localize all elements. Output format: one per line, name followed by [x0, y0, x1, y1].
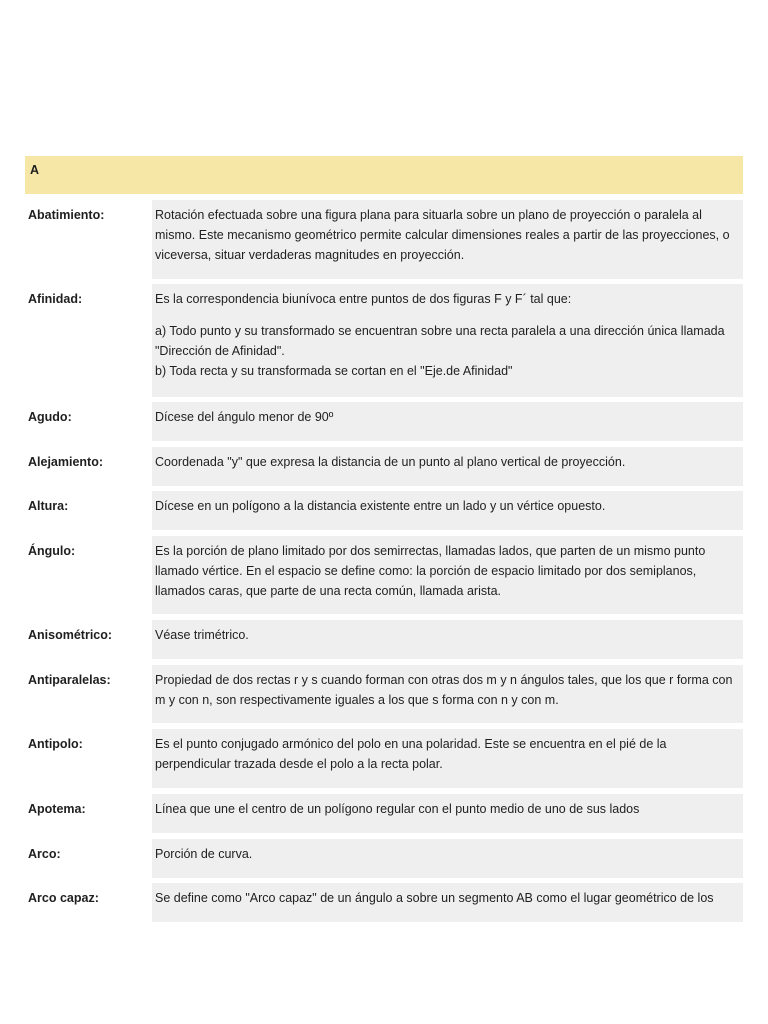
entry-term: Antipolo:	[28, 737, 83, 751]
entry-term: Afinidad:	[28, 292, 83, 306]
entry-term: Abatimiento:	[28, 208, 105, 222]
entry-definition	[152, 447, 743, 486]
entry-term: Arco capaz:	[28, 891, 99, 905]
entry-term: Alejamiento:	[28, 455, 104, 469]
definition-paragraph: Porción de curva.	[155, 847, 253, 861]
definition-paragraph: Es el punto conjugado armónico del polo en una polaridad. Este se encuentra en el pié de la perpendicular trazada desde el polo a la recta polar.	[155, 737, 667, 771]
definition-paragraph: Véase trimétrico.	[155, 628, 249, 642]
definition-paragraph: Se define como "Arco capaz" de un ángulo a sobre un segmento AB como el lugar geométrico de los	[155, 891, 714, 905]
entry-term: Apotema:	[28, 802, 86, 816]
definition-paragraph: Es la correspondencia biunívoca entre puntos de dos figuras F y F´ tal que:	[155, 292, 572, 306]
entry-term: Ángulo:	[28, 544, 76, 558]
section-letter: A	[30, 163, 40, 177]
entry-definition	[152, 620, 743, 659]
definition-paragraph: Rotación efectuada sobre una figura plana para situarla sobre un plano de proyección o paralela al mismo. Este mecanismo geométrico permite calcular dimensiones reales a partir de las proyecciones, o viceversa, situar verdaderas magnitudes en proyección.	[155, 208, 730, 262]
entry-term: Antiparalelas:	[28, 673, 111, 687]
definition-paragraph: Línea que une el centro de un polígono regular con el punto medio de uno de sus lados	[155, 802, 640, 816]
entry-definition	[152, 665, 743, 723]
entry-definition	[152, 284, 743, 397]
definition-paragraph: Coordenada "y" que expresa la distancia de un punto al plano vertical de proyección.	[155, 455, 626, 469]
entry-definition	[152, 839, 743, 878]
entry-term: Anisométrico:	[28, 628, 113, 642]
definition-paragraph: Propiedad de dos rectas r y s cuando forman con otras dos m y n ángulos tales, que los que r forma con m y con n, son respectivamente iguales a los que s forma con n y con m.	[155, 673, 733, 707]
entry-definition	[152, 402, 743, 441]
entry-term: Altura:	[28, 499, 69, 513]
entry-definition	[152, 794, 743, 833]
entry-definition	[152, 200, 743, 279]
definition-paragraph: Dícese en un polígono a la distancia existente entre un lado y un vértice opuesto.	[155, 499, 606, 513]
entry-definition	[152, 729, 743, 788]
definition-paragraph: Dícese del ángulo menor de 90º	[155, 410, 334, 424]
entry-term: Arco:	[28, 847, 61, 861]
entry-definition	[152, 536, 743, 614]
entry-definition	[152, 491, 743, 530]
section-letter-header	[25, 156, 743, 194]
entry-definition	[152, 883, 743, 922]
definition-paragraph: a) Todo punto y su transformado se encuentran sobre una recta paralela a una dirección única llamada "Dirección de Afinidad". b) Toda recta y su transformada se cortan en el "Eje.de Afinidad"	[155, 324, 725, 378]
definition-paragraph: Es la porción de plano limitado por dos semirrectas, llamadas lados, que parten de un mismo punto llamado vértice. En el espacio se define como: la porción de espacio limitado por dos semiplanos, llamados caras, que parte de una recta común, llamada arista.	[155, 544, 706, 598]
entry-term: Agudo:	[28, 410, 72, 424]
